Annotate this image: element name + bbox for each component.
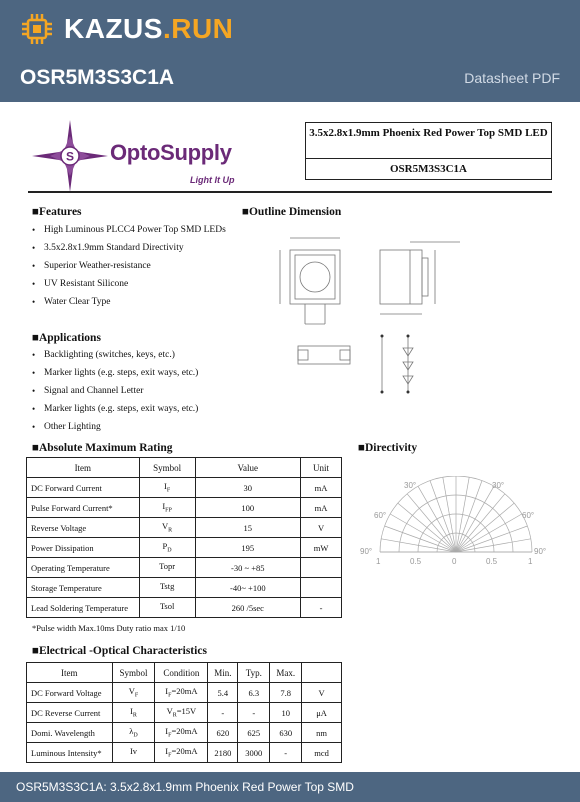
column-header: Symbol [139,458,195,478]
list-item: • Signal and Channel Letter [32,382,198,400]
max-cell: 630 [270,723,302,743]
outline-heading: ■Outline Dimension [242,206,342,218]
column-header: Item [27,458,140,478]
site-logo[interactable] [20,12,233,46]
angle-label: 30° [404,481,417,490]
item-cell: Lead Soldering Temperature [27,598,140,618]
product-title: 3.5x2.8x1.9mm Phoenix Red Power Top SMD LED [306,123,551,159]
symbol-cell: $P_D$ [139,538,195,558]
column-header: Symbol [112,663,155,683]
column-header: Item [27,663,113,683]
condition-cell: $I_F=20mA$ [155,723,208,743]
column-header: Unit [301,458,342,478]
column-header [302,663,342,683]
column-header: Value [195,458,301,478]
column-header: Max. [270,663,302,683]
symbol-cell: Tsol [139,598,195,618]
table-header-row [27,458,342,478]
max-cell: 10 [270,703,302,723]
symbol-cell: $I_F$ [139,478,195,498]
min-cell: 620 [208,723,238,743]
typ-cell: 6.3 [238,683,270,703]
pulse-footnote: *Pulse width Max.10ms Duty ratio max 1/10 [32,623,186,633]
column-header: Condition [155,663,208,683]
logo-name: OptoSupply [110,140,232,165]
symbol-cell: $I_{FP}$ [139,498,195,518]
angle-label: 30° [492,481,505,490]
features-heading: ■Features [32,206,82,218]
item-cell: DC Reverse Current [27,703,113,723]
condition-cell: $I_F=20mA$ [155,743,208,763]
typ-cell: 625 [238,723,270,743]
item-cell: Luminous Intensity* [27,743,113,763]
doc-type-label: Datasheet PDF [464,70,560,86]
table-row [27,743,342,763]
value-cell: 30 [195,478,301,498]
table-row [27,478,342,498]
symbol-cell: Tstg [139,578,195,598]
scale-label: 1 [376,557,381,566]
condition-cell: $I_F=20mA$ [155,683,208,703]
symbol-cell: $V_F$ [112,683,155,703]
list-item: • Backlighting (switches, keys, etc.) [32,346,198,364]
list-item: • Superior Weather-resistance [32,257,226,275]
value-cell: -40~ +100 [195,578,301,598]
column-header: Min. [208,663,238,683]
symbol-cell: $I_R$ [112,703,155,723]
table-row [27,578,342,598]
list-item: • Other Lighting [32,418,198,436]
star-logo-icon [30,118,110,194]
table-row [27,683,342,703]
table-row [27,598,342,618]
column-header: Typ. [238,663,270,683]
table-row [27,518,342,538]
chip-icon [20,12,54,46]
absolute-rating-table [26,457,342,618]
applications-heading: ■Applications [32,332,101,344]
value-cell: 100 [195,498,301,518]
site-header [0,0,580,102]
unit-cell: V [301,518,342,538]
list-item: • Marker lights (e.g. steps, exit ways, etc.) [32,364,198,382]
page-title: OSR5M3S3C1A [20,66,175,89]
applications-list [32,346,198,436]
unit-cell: V [302,683,342,703]
value-cell: 15 [195,518,301,538]
unit-cell: mA [301,498,342,518]
symbol-cell: $\lambda_D$ [112,723,155,743]
features-list [32,221,226,311]
unit-cell: mcd [302,743,342,763]
min-cell: 5.4 [208,683,238,703]
list-item: • High Luminous PLCC4 Power Top SMD LEDs [32,221,226,239]
unit-cell: - [301,598,342,618]
max-cell: - [270,743,302,763]
min-cell: - [208,703,238,723]
outline-drawing [270,228,470,400]
logo-tagline: Light It Up [190,175,235,185]
typ-cell: 3000 [238,743,270,763]
table-header-row [27,663,342,683]
absolute-rating-heading: ■Absolute Maximum Rating [32,442,173,454]
angle-label: 90° [534,547,547,556]
list-item: • 3.5x2.8x1.9mm Standard Directivity [32,239,226,257]
max-cell: 7.8 [270,683,302,703]
part-number: OSR5M3S3C1A [389,163,467,175]
unit-cell: mW [301,538,342,558]
item-cell: DC Forward Voltage [27,683,113,703]
scale-label: 0 [452,557,457,566]
angle-label: 60° [522,511,535,520]
value-cell: 260 /5sec [195,598,301,618]
list-item: • UV Resistant Silicone [32,275,226,293]
unit-cell [301,558,342,578]
condition-cell: $V_R=15V$ [155,703,208,723]
electrical-table [26,662,342,763]
item-cell: Power Dissipation [27,538,140,558]
brand-name: KAZUS.RUN [64,13,234,44]
directivity-diagram [358,476,554,572]
item-cell: Pulse Forward Current* [27,498,140,518]
table-row [27,723,342,743]
item-cell: Storage Temperature [27,578,140,598]
optosupply-logo [30,118,250,194]
value-cell: -30 ~ +85 [195,558,301,578]
electrical-heading: ■Electrical -Optical Characteristics [32,645,207,657]
unit-cell: μA [302,703,342,723]
unit-cell: mA [301,478,342,498]
scale-label: 0.5 [410,557,422,566]
min-cell: 2180 [208,743,238,763]
item-cell: Reverse Voltage [27,518,140,538]
value-cell: 195 [195,538,301,558]
symbol-cell: Iv [112,743,155,763]
symbol-cell: Topr [139,558,195,578]
typ-cell: - [238,703,270,723]
table-row [27,703,342,723]
item-cell: Domi. Wavelength [27,723,113,743]
svg-text:S: S [65,149,75,164]
unit-cell: nm [302,723,342,743]
item-cell: DC Forward Current [27,478,140,498]
table-row [27,538,342,558]
angle-label: 60° [374,511,387,520]
table-row [27,498,342,518]
symbol-cell: $V_R$ [139,518,195,538]
product-title-box [305,122,552,180]
header-divider [28,191,552,193]
list-item: • Water Clear Type [32,293,226,311]
table-row [27,558,342,578]
footer-bar: OSR5M3S3C1A: 3.5x2.8x1.9mm Phoenix Red Power Top SMD [0,772,580,802]
directivity-heading: ■Directivity [358,442,418,454]
scale-label: 1 [528,557,533,566]
angle-label: 90° [360,547,373,556]
item-cell: Operating Temperature [27,558,140,578]
list-item: • Marker lights (e.g. steps, exit ways, etc.) [32,400,198,418]
scale-label: 0.5 [486,557,498,566]
unit-cell [301,578,342,598]
